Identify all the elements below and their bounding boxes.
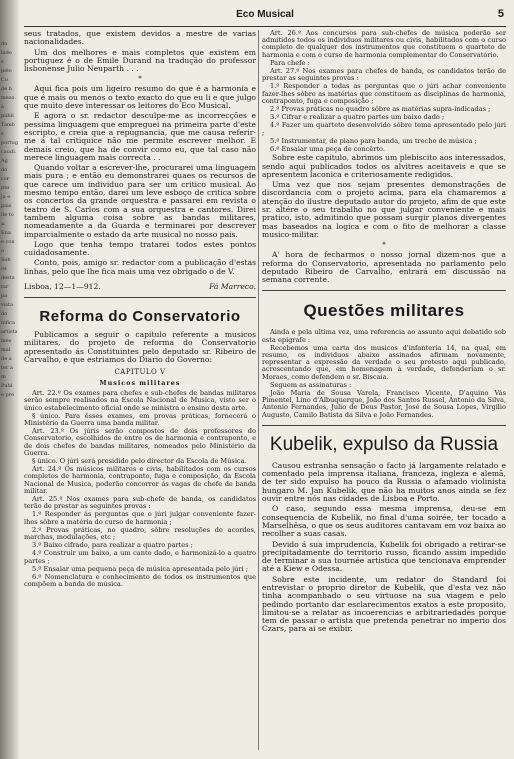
paragraph: Uma vez que nos sejam presentes demonstrações de discordancia com o projeto acima, para ela chamaremos a atenção do ilustre deputado autor do projeto, afim de que este sr. altére o seu trabalho no que julgar conveniente e mais pratico, isto, admitindo que possam surgir planos divergentes mas baseados na logica e com o fito de melhorar a classe musico-militar. [262, 180, 506, 239]
article: § único. O júri será presidido pelo director da Escola de Música. [32, 457, 247, 466]
paragraph: Conto, pois, amigo sr. redactor com a publicação d'estas linhas, pelo que lhe fica mais uma vez obrigado o de V. [24, 258, 256, 276]
article: Art. 23.º Os júris serão compostos de dois professores do Conservatorio, escolhidos de entre os de harmonia e contraponto, e de dois chefes de bandas militares, nomeados pelo Ministério da Guerra. [24, 427, 256, 457]
section-heading-reforma: Reforma do Conservatorio [39, 308, 241, 326]
paragraph: O caso, segundo essa mesma imprensa, deu-se em consequencia de Kubelik, no final d'uma soirée, ter tocado a Marselhêsa, o que os seus auditores cantavam em voz baixa ao recolher a suas casas. [262, 504, 506, 539]
article: 1.º Responder ás perguntas que o júri julgar conveniente fazer-lhes sôbre a matéria do curso de harmonia ; [24, 510, 256, 526]
paragraph: E agora o sr. redactor desculpe-me as incorrecções e pessima linguagem que empreguei na primeira parte d'este escripto, e creia que a repugnancia, que me causa referir-me á tal critiquice não me permite escrever melhor. E demais creio, que ha de convir como eu, que tal caso não merece linguagem mais correcta . . [24, 111, 256, 162]
section-rule [262, 290, 506, 291]
section-heading-questoes: Questões militares [303, 301, 465, 321]
article: Art. 27.º Nos exames para chefes de banda, os candidatos terão de prestar as seguintes provas : [262, 67, 506, 83]
paragraph: Sobre este incidente, um redator do Standard foi entrevistar o proprio diretor de Kubelik, que d'esta vez não tinha acompanhado o seu virtuose na sua viagem e pelo pedindo portanto dar esclarecimentos exatos a este proposito, limitou-se a relatar as incoerencias e arbitrariedades porque tem de passar o artista que pretenda penetrar no imperio dos Czars, para ai se exibir. [262, 574, 506, 634]
paragraph: Logo que tenha tempo tratarei todos estes pontos cuidadosamente. [24, 239, 256, 258]
paragraph: Sobre este capitulo, abrimos um plebiscito aos interessados, sendo aqui publicados todos os alvitres aceitaveis e que se apresentem laconica e criteriosamente redigidos. [262, 153, 506, 179]
chapter-subtitle: Musicos militares [99, 379, 181, 388]
section-rule [24, 297, 256, 298]
article: 4.º Construir um baixo, a um canto dado, e harmonizá-lo a quatro partes ; [24, 549, 256, 565]
column-divider [258, 30, 259, 750]
article: Art. 24.º Os músicos militares e civis, habilitados com os cursos completos de harmonia, contraponto, fuga e composição, da Escola Nacional de Musica, poderão concorrer ás vagas de chefe de banda militar. [24, 465, 256, 495]
article: § único. Para êsses exames, em provas práticas, fornecerá o Ministério da Guerra uma banda militar. [24, 411, 256, 428]
chapter-title: CAPITULO V [114, 368, 166, 377]
signatures-label: Seguem as assinaturas : [270, 380, 352, 389]
paragraph: Devido á sua imprudencia, Kubelik foi obrigado a retirar-se precipitadamente do territorio russo, ficando assim impedido de terminar a sua tournée artistica que tencionava emprender até a Kiew e Odessa. [262, 539, 506, 574]
article: 3.º Cifrar e realizar a quatro partes um baixo dado ; [270, 113, 445, 122]
section-rule [262, 425, 506, 426]
paragraph: seus tratados, que existem devidos a mestre de varias nacionalidades. [24, 29, 256, 47]
article: 2.º Provas práticas no quadro sôbre as matérias supra-indicadas ; [270, 105, 491, 114]
section-heading-kubelik: Kubelik, expulso da Russia [269, 433, 499, 455]
article: 1.º Responder a todas as perguntas que o júri achar conveniente fazer-lhes sôbre as matérias que constituem as disciplinas de harmonia, contraponto, fuga e composição ; [262, 82, 506, 105]
article: Art. 22.º Os exames para chefes e sub-chefes de bandas militares serão sempre realisados na Escola Nacional de Musica, visto ser o único estabelecimento oficial onde se ministra o ensino desta arte. [24, 389, 256, 412]
paragraph: Ainda e pela ultima vez, uma referencia ao assunto aqui debatido sob esta epigrafe : [262, 328, 506, 344]
paragraph: Aqui fica pois um ligeiro resumo do que é a harmonia e que é mais ou menos o texto exacto do que eu li e que julgo que muito deve interessar os leitores do Eco Musical. [24, 84, 256, 111]
letter-signature [24, 282, 256, 291]
article: Art. 25.º Nos exames para sub-chefe de banda, os candidatos terão de prestar as seguintes provas : [24, 495, 256, 511]
separator-star: * [138, 75, 142, 84]
paragraph: A' hora de fecharmos o nosso jornal dizem-nos que a reforma do Conservatorio, apresentada no parlamento pelo deputado Ribeiro de Carvalho, entrará em discussão na semana corrente. [262, 250, 506, 285]
paragraph: Quando voltar a escrever-lhe, procurarei uma linguagem mais pura ; e então eu demonstrarei quaes os recursos de que carece um individuo para ser um critico musical. Ao mesmo tempo então, darei um leve esboço de critica sobre os concertos da grande orquestra e passarei em revista o teatro de S. Carlos com a sua orquestra e cantores. Direi tambem alguma coisa sobre as bandas militares, nomeadamente a da Guarda e terminarei por descrever imparcialmente o estado da arte musical no nosso pais. [24, 163, 256, 239]
signatures-names: João Maria de Sousa Varela, Francisco Vicente, D'aquino Vás Pimentel, Lino d'Albuquerque, João dos Santos Russel, Antonio da Silva, Antonio Fernandes, Julio de Deus Pastor, José de Sousa Lopes, Virgilio Augusto, Camilo Batista da Silva e João Fernandes. [262, 389, 506, 419]
edge-text: do lado s pelo Co de h mezo. à publi Tamb s portug caudi. Ag do cor nto ju o pais lle to a. Ena e con o Sob os desta tar pa vista do nifica artista mes mal de a ter a m Publ e pre [1, 41, 19, 398]
binding-edge [0, 0, 20, 759]
paragraph: Publicamos a seguir o capitulo referente a musicos militares, do projeto de reforma do Conservatorio apresentado ás Constituintes pelo deputado sr. Ribeiro de Carvalho, e que estriamos do Diario do Governo: [24, 330, 256, 364]
left-column [24, 30, 256, 755]
paragraph: Causou estranha sensação o facto já largamente relatado e comentado pela imprensa italiana, franceza, ingleza e alemã, de ter sido expulso ha pouco da Russia o afamado violinista hungaro M. Jan Kubelik, que não ha muitos anos ainda se fez ouvir entre nós nas cidades de Lisboa e Porto. [262, 460, 506, 504]
article: 3.º Baixo cifrado, para realizar a quatro partes ; [32, 541, 193, 550]
page-number: 5 [497, 8, 504, 20]
article: 6.º Ensaiar uma peça de concêrto. [270, 145, 385, 154]
article: 5.º Ensaiar uma pequena peça de música apresentada pelo júri ; [32, 564, 248, 573]
signature-name: Fá Marreco. [209, 282, 256, 292]
paragraph: Um dos melhores e mais completos que existem em portuguez é o de Emile Durand na tradução do professor lisbonense Julio Neuparth . . . [24, 47, 256, 74]
separator-star: * [382, 241, 386, 250]
journal-title: Eco Musical [236, 9, 294, 20]
signature-place-date: Lisboa, 12—1—912. [24, 282, 101, 292]
article: Para chefe : [270, 58, 310, 67]
page-header [24, 8, 506, 27]
article: 2.º Provas práticas, no quadro, sôbre resoluções de acordes, marchas, modulações, etc ; [24, 525, 256, 542]
article: Art. 26.º Aos concursos para sub-chefes de música poderão ser admitidos todos os individuos militares ou civis, habilitados com o curso completo de qualquer dos instrumentos que constituem o quarteto de harmonia e com o curso de harmonia complementar do Conservatório. [262, 29, 506, 59]
article: 4.º Fazer um quarteto desenvolvido sôbre tema apresentado pelo júri ; [262, 121, 506, 137]
right-column [262, 30, 506, 755]
quoted-letter: Recebemos uma carta dos musicos d'infanteria 14, na qual, em resumo, os individuos abaixo assinados afirmam novamente, representar a expressão da verdade o seu protesto aqui publicado, acrescentando que, em homenagem á verdade, defenderiam o sr. Moraes, como defendem o sr. Biscaia. [262, 343, 506, 381]
article: 6.º Nomenclatura e conhecimento de todos os instrumentos que compõem a banda de música. [24, 573, 256, 589]
article: 5.º Instrumentar, de piano para banda, um trecho de música ; [270, 136, 477, 145]
